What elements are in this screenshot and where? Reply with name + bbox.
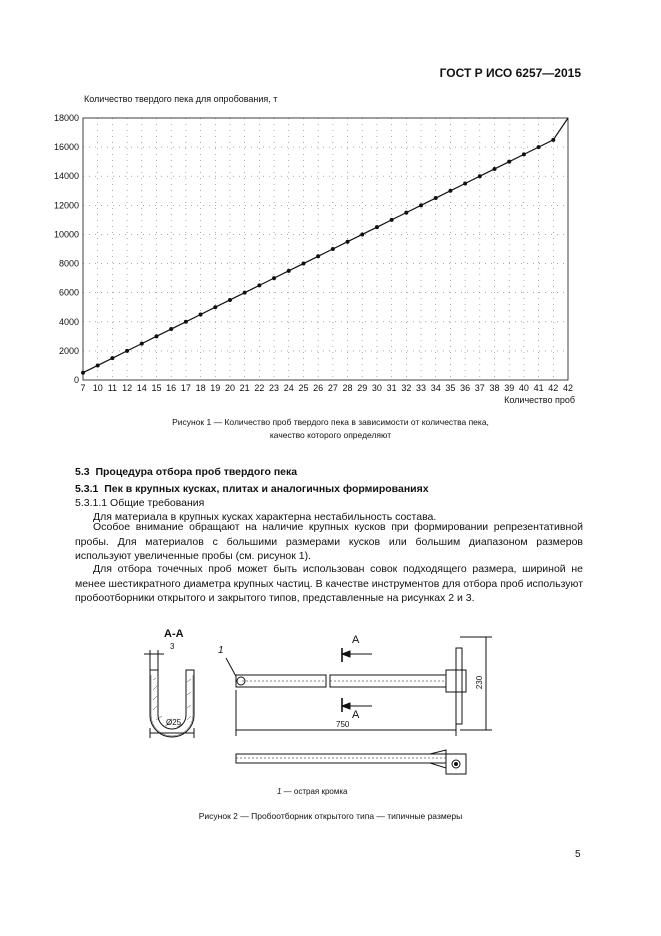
data-point (331, 247, 335, 251)
data-point (213, 305, 217, 309)
y-tick-label: 12000 (53, 200, 79, 211)
x-tick-label: 38 (489, 383, 500, 393)
figure1-caption-line1: Рисунок 1 — Количество проб твердого пека в зависимости от количества пека, (172, 417, 489, 427)
section-5-3-title: Процедура отбора проб твердого пека (95, 466, 298, 478)
x-tick-label: 33 (416, 383, 427, 393)
x-tick-label: 32 (401, 383, 412, 393)
x-tick-label: 41 (533, 383, 544, 393)
x-tick-label: 24 (283, 383, 294, 393)
data-point (287, 269, 291, 273)
data-point (228, 298, 232, 302)
page-number: 5 (575, 849, 581, 860)
data-point (140, 342, 144, 346)
section-arrow-label-bottom: А (352, 709, 360, 721)
data-point (360, 232, 364, 236)
section-5-3-heading (75, 465, 297, 479)
x-tick-label: 20 (224, 383, 235, 393)
y-tick-label: 10000 (53, 229, 79, 240)
section-5-3-1-title: Пек в крупных кусках, плитах и аналогичных формированиях (104, 483, 429, 495)
x-tick-label: 17 (180, 383, 191, 393)
data-point (301, 262, 305, 266)
paragraph-2: Особое внимание обращают на наличие крупных кусков при формировании репрезентативной пробы. Для материалов с большими размерами кусков или большим диапазоном размеров используют увеличенные пробы (см. рисунок 1). (75, 521, 583, 562)
figure2-legend-text: — острая кромка (281, 787, 348, 796)
section-5-3-number: 5.3 (75, 466, 90, 478)
data-point (404, 211, 408, 215)
y-tick-label: 16000 (53, 142, 79, 153)
x-tick-label: 14 (136, 383, 147, 393)
x-tick-label: 11 (107, 383, 118, 393)
data-point (390, 218, 394, 222)
figure2-caption: Рисунок 2 — Пробоотборник открытого типа — типичные размеры (198, 811, 463, 821)
document-id: ГОСТ Р ИСО 6257—2015 (439, 66, 581, 80)
x-tick-label: 37 (474, 383, 485, 393)
section-arrow-label-top: А (352, 634, 360, 646)
data-point (507, 160, 511, 164)
x-tick-label: 21 (239, 383, 250, 393)
x-tick-label: 15 (151, 383, 162, 393)
figure1-caption-line2: качество которого определяют (269, 430, 392, 440)
y-tick-label: 6000 (58, 287, 79, 298)
data-point (493, 167, 497, 171)
data-point (551, 138, 555, 142)
data-point (110, 356, 114, 360)
x-tick-label: 23 (269, 383, 280, 393)
paragraph-1: Для материала в крупных кусках характерна нестабильность состава. (93, 511, 437, 523)
section-5-3-1-heading (75, 482, 429, 496)
y-tick-label: 2000 (58, 345, 79, 356)
figure2-legend (277, 787, 348, 796)
data-point (316, 254, 320, 258)
data-point (257, 283, 261, 287)
data-point (419, 203, 423, 207)
data-point (478, 174, 482, 178)
x-tick-label: 42 (548, 383, 559, 393)
data-point (375, 225, 379, 229)
y-tick-label: 18000 (53, 113, 79, 123)
chart-y-axis-label: Количество твердого пека для опробования, т (84, 94, 278, 104)
y-tick-label: 0 (73, 375, 79, 385)
data-point (463, 182, 467, 186)
data-point (125, 349, 129, 353)
figure2-drawing (0, 620, 661, 800)
data-point (272, 276, 276, 280)
x-tick-label: 39 (504, 383, 515, 393)
data-point (346, 240, 350, 244)
figure2-legend-number: 1 (277, 787, 282, 796)
data-point (522, 152, 526, 156)
x-tick-label: 25 (298, 383, 309, 393)
data-point (96, 363, 100, 367)
data-point (243, 291, 247, 295)
x-tick-label: 7 (80, 383, 86, 393)
x-tick-label: 31 (386, 383, 397, 393)
x-tick-label: 27 (327, 383, 338, 393)
x-tick-label: 34 (430, 383, 441, 393)
y-tick-label: 8000 (58, 258, 79, 269)
dimension-diameter-25: Ø25 (166, 718, 182, 727)
x-tick-label: 40 (518, 383, 529, 393)
x-tick-label: 12 (122, 383, 133, 393)
plot-frame (83, 118, 568, 380)
y-tick-label: 14000 (53, 171, 79, 182)
paragraph-3: Для отбора точечных проб может быть использован совок подходящего размера, шириной не менее шестикратного диаметра крупных частиц. В качестве инструментов для отбора проб используют пробоотборники открытого и закрытого типов, представленные на рисунках 2 и 3. (75, 563, 583, 604)
x-tick-label: 10 (92, 383, 103, 393)
data-point (448, 189, 452, 193)
x-tick-label: 36 (460, 383, 471, 393)
x-tick-label: 16 (166, 383, 177, 393)
section-5-3-1-1-heading: 5.3.1.1 Общие требования (75, 497, 205, 509)
dimension-230: 230 (475, 675, 485, 690)
data-point (154, 334, 158, 338)
x-tick-label: 26 (313, 383, 324, 393)
x-tick-label: 22 (254, 383, 265, 393)
dimension-750: 750 (336, 720, 350, 729)
figure1-chart (0, 0, 661, 420)
callout-1: 1 (218, 645, 224, 656)
data-point (169, 327, 173, 331)
section-5-3-1-number: 5.3.1 (75, 483, 99, 495)
x-tick-label: 35 (445, 383, 456, 393)
data-point (537, 145, 541, 149)
y-tick-label: 4000 (58, 316, 79, 327)
x-tick-label: 28 (342, 383, 353, 393)
data-point (81, 371, 85, 375)
section-label-aa: А-А (164, 628, 184, 640)
x-tick-label: 29 (357, 383, 368, 393)
x-tick-label: 19 (210, 383, 221, 393)
data-point (199, 313, 203, 317)
chart-x-axis-label: Количество проб (504, 395, 575, 405)
data-point (184, 320, 188, 324)
x-tick-label: 42 (562, 383, 574, 393)
data-point (434, 196, 438, 200)
x-tick-label: 18 (195, 383, 206, 393)
dimension-3: 3 (170, 642, 175, 651)
x-tick-label: 30 (371, 383, 382, 393)
